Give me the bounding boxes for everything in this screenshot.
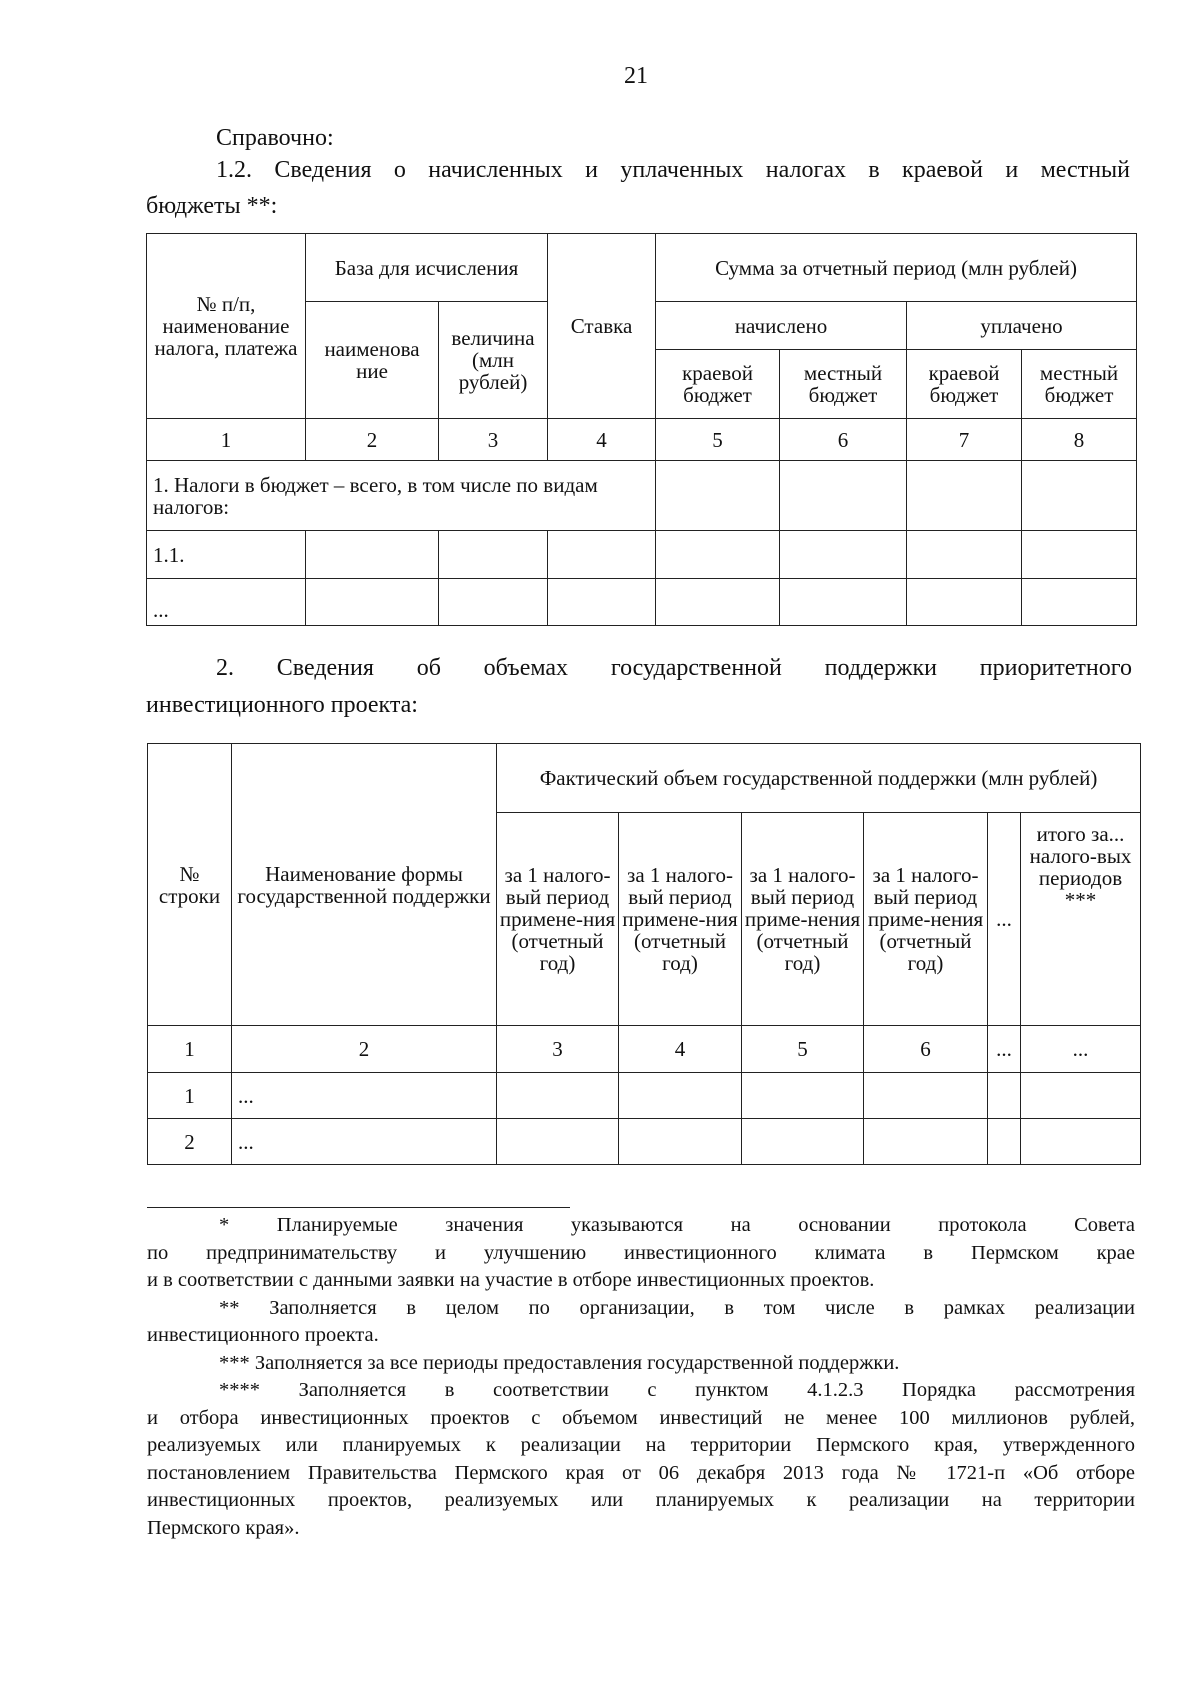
row-no: 1: [148, 1073, 232, 1119]
header-accrued-regional: краевой бюджет: [656, 350, 780, 419]
col-number: 5: [742, 1026, 864, 1073]
cell: [864, 1073, 988, 1119]
table-row: [147, 531, 1137, 579]
support-table: [147, 743, 1141, 1165]
table-row: [147, 579, 1137, 626]
col-number: 4: [619, 1026, 742, 1073]
header-accrued: начислено: [656, 302, 907, 350]
taxes-table: [146, 233, 1137, 626]
cell: [656, 579, 780, 626]
cell: [548, 531, 656, 579]
footnote-line: инвестиционных проектов, реализуемых или планируемых к реализации на территории: [147, 1489, 1135, 1511]
cell: [656, 531, 780, 579]
col-number: 5: [656, 419, 780, 461]
header-base-name: наименова ние: [306, 302, 439, 419]
col-number: 8: [1022, 419, 1137, 461]
cell: [306, 579, 439, 626]
col-number: 7: [907, 419, 1022, 461]
row-label: 1. Налоги в бюджет – всего, в том числе по видам налогов:: [147, 461, 656, 531]
row-no: 2: [148, 1119, 232, 1165]
footnote-line: и в соответствии с данными заявки на участие в отборе инвестиционных проектов.: [147, 1269, 875, 1291]
header-actual: Фактический объем государственной поддержки (млн рублей): [497, 744, 1141, 813]
cell: [548, 579, 656, 626]
cell: [439, 531, 548, 579]
cell: [1022, 461, 1137, 531]
page-number: 21: [624, 63, 648, 89]
cell: [306, 531, 439, 579]
row-name: ...: [232, 1119, 497, 1165]
col-number: ...: [988, 1026, 1021, 1073]
header-total: итого за... налого-вых периодов ***: [1021, 813, 1141, 1026]
cell: [780, 531, 907, 579]
header-sum: Сумма за отчетный период (млн рублей): [656, 234, 1137, 302]
row-label: 1.1.: [147, 531, 306, 579]
col-number: 4: [548, 419, 656, 461]
header-paid: уплачено: [907, 302, 1137, 350]
col-number: 1: [148, 1026, 232, 1073]
footnote-line: постановлением Правительства Пермского края от 06 декабря 2013 года № 1721-п «Об отборе: [147, 1461, 1135, 1484]
footnote-line: *** Заполняется за все периоды предоставления государственной поддержки.: [219, 1351, 900, 1374]
footnote-line: ** Заполняется в целом по организации, в том числе в рамках реализации: [219, 1296, 1135, 1319]
header-period: за 1 налого-вый период приме-нения (отчетный год): [742, 813, 864, 1026]
cell: [988, 1119, 1021, 1165]
header-ellipsis: ...: [988, 813, 1021, 1026]
col-number: 3: [439, 419, 548, 461]
header-accrued-local: местный бюджет: [780, 350, 907, 419]
header-rate: Ставка: [548, 234, 656, 419]
row-label: ...: [147, 579, 306, 626]
header-row-no: № строки: [148, 744, 232, 1026]
cell: [656, 461, 780, 531]
footnote-line: и отбора инвестиционных проектов с объемом инвестиций не менее 100 миллионов рублей,: [147, 1406, 1135, 1429]
cell: [439, 579, 548, 626]
col-number: 2: [232, 1026, 497, 1073]
cell: [864, 1119, 988, 1165]
section-2-title-cont: инвестиционного проекта:: [146, 692, 418, 718]
footnote-line: **** Заполняется в соответствии с пунктом 4.1.2.3 Порядка рассмотрения: [219, 1379, 1135, 1401]
cell: [907, 461, 1022, 531]
table-row: [148, 1119, 1141, 1165]
section-1-2-title: 1.2. Сведения о начисленных и уплаченных налогах в краевой и местный: [216, 157, 1130, 183]
section-1-2-title-cont: бюджеты **:: [146, 193, 278, 219]
header-paid-local: местный бюджет: [1022, 350, 1137, 419]
footnote-line: реализуемых или планируемых к реализации на территории Пермского края, утвержденного: [147, 1434, 1135, 1456]
col-number: 1: [147, 419, 306, 461]
reference-label: Справочно:: [216, 125, 334, 151]
cell: [742, 1073, 864, 1119]
cell: [1021, 1073, 1141, 1119]
col-number: 6: [780, 419, 907, 461]
cell: [619, 1119, 742, 1165]
cell: [497, 1119, 619, 1165]
cell: [497, 1073, 619, 1119]
footnote-divider: [147, 1207, 570, 1208]
cell: [907, 579, 1022, 626]
cell: [1021, 1119, 1141, 1165]
col-number: ...: [1021, 1026, 1141, 1073]
table-row: [148, 1073, 1141, 1119]
cell: [1022, 579, 1137, 626]
section-2-title: 2. Сведения об объемах государственной поддержки приоритетного: [216, 655, 1132, 681]
table-row: [147, 461, 1137, 531]
footnotes: [147, 1212, 1135, 1542]
cell: [780, 579, 907, 626]
header-period: за 1 налого-вый период примене-ния (отчетный год): [497, 813, 619, 1026]
cell: [988, 1073, 1021, 1119]
header-paid-regional: краевой бюджет: [907, 350, 1022, 419]
cell: [619, 1073, 742, 1119]
footnote-line: * Планируемые значения указываются на основании протокола Совета: [219, 1214, 1135, 1236]
header-tax-name: № п/п, наименование налога, платежа: [147, 234, 306, 419]
cell: [1022, 531, 1137, 579]
cell: [742, 1119, 864, 1165]
footnote-line: инвестиционного проекта.: [147, 1324, 379, 1346]
col-number: 3: [497, 1026, 619, 1073]
col-number: 6: [864, 1026, 988, 1073]
header-form-name: Наименование формы государственной поддержки: [232, 744, 497, 1026]
footnote-line: по предпринимательству и улучшению инвестиционного климата в Пермском крае: [147, 1241, 1135, 1264]
cell: [907, 531, 1022, 579]
col-number: 2: [306, 419, 439, 461]
footnote-line: Пермского края».: [147, 1516, 300, 1539]
header-base-value: величина (млн рублей): [439, 302, 548, 419]
header-period: за 1 налого-вый период примене-ния (отчетный год): [619, 813, 742, 1026]
row-name: ...: [232, 1073, 497, 1119]
cell: [780, 461, 907, 531]
header-base: База для исчисления: [306, 234, 548, 302]
header-period: за 1 налого-вый период приме-нения (отчетный год): [864, 813, 988, 1026]
